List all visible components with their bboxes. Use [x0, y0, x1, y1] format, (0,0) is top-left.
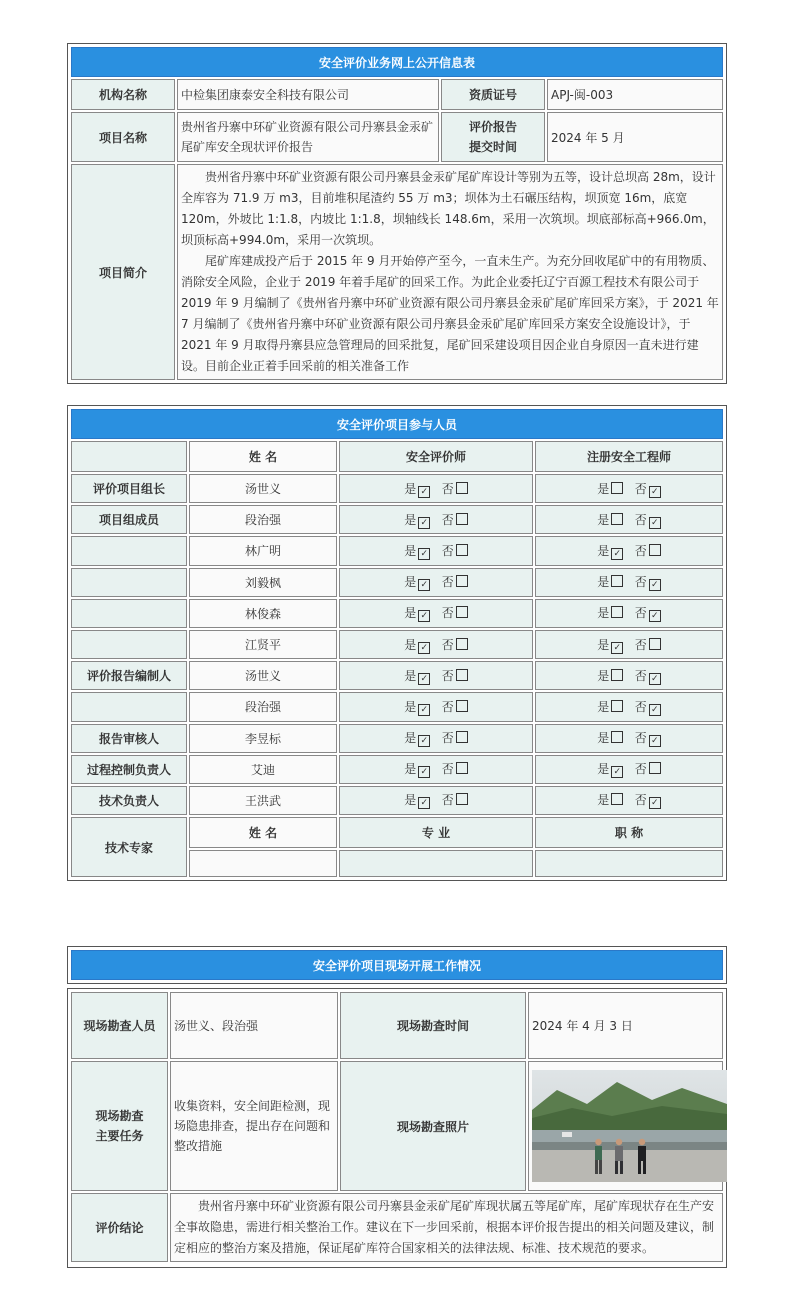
yes-label: 是 — [597, 668, 610, 683]
personnel-table — [67, 405, 727, 881]
engineer-status — [535, 692, 723, 721]
intro-paragraph-1: 贵州省丹寨中环矿业资源有限公司丹寨县金汞矿尾矿库设计等别为五等，设计总坝高 28m，设计全库容为 71.9 万 m3，目前堆积尾渣约 55 万 m3；坝体为土石碾压结构，坝顶宽 16m，底宽 120m，外坡比 1:1.8，内坡比 1:1.8，坝轴线长 148.6m，采用一次筑坝。坝底部标高+966.0m，坝顶标高+994.0m，采用一次筑坝。 — [181, 170, 716, 247]
role-cell — [71, 536, 187, 565]
no-label: 否 — [441, 575, 454, 590]
personnel-row — [71, 536, 723, 565]
personnel-row — [71, 786, 723, 815]
yes-label: 是 — [597, 575, 610, 590]
personnel-row — [71, 661, 723, 690]
org-value: 中检集团康泰安全科技有限公司 — [177, 79, 439, 110]
yes-label: 是 — [404, 699, 417, 714]
role-cell — [71, 630, 187, 659]
expert-col-name: 姓 名 — [189, 817, 337, 848]
no-label: 否 — [441, 793, 454, 808]
yes-label: 是 — [597, 481, 610, 496]
checked-box-icon: ✓ — [649, 517, 661, 529]
person-name: 汤世义 — [189, 661, 337, 690]
task-label: 现场勘查 主要任务 — [71, 1061, 168, 1191]
conclusion-text: 贵州省丹寨中环矿业资源有限公司丹寨县金汞矿尾矿库现状属五等尾矿库，尾矿库现状存在生产安全事故隐患，需进行相关整治工作。建议在下一步回采前，根据本评价报告提出的相关问题及建议，制定相应的整治方案及措施，保证尾矿库符合国家相关的法律法规、标准、技术规范的要求。 — [174, 1199, 715, 1255]
evaluator-status — [339, 661, 533, 690]
evaluator-status — [339, 630, 533, 659]
yes-label: 是 — [404, 637, 417, 652]
no-label: 否 — [634, 699, 647, 714]
person-name: 艾迪 — [189, 755, 337, 784]
engineer-status — [535, 599, 723, 628]
unchecked-box-icon — [456, 700, 468, 712]
yes-label: 是 — [404, 481, 417, 496]
task-value: 收集资料，安全间距检测，现场隐患排查，提出存在问题和整改措施 — [170, 1061, 338, 1191]
yes-label: 是 — [404, 512, 417, 527]
personnel-row — [71, 724, 723, 753]
no-label: 否 — [441, 731, 454, 746]
blank-cell — [71, 441, 187, 472]
checked-box-icon: ✓ — [418, 642, 430, 654]
role-cell: 项目组成员 — [71, 505, 187, 534]
checked-box-icon: ✓ — [418, 579, 430, 591]
no-label: 否 — [441, 543, 454, 558]
no-label: 否 — [441, 637, 454, 652]
yes-label: 是 — [597, 637, 610, 652]
personnel-row — [71, 568, 723, 597]
cert-value: APJ-闽-003 — [547, 79, 723, 110]
unchecked-box-icon — [456, 731, 468, 743]
unchecked-box-icon — [456, 638, 468, 650]
no-label: 否 — [441, 606, 454, 621]
time-value: 2024 年 4 月 3 日 — [528, 992, 723, 1059]
col-evaluator-header: 安全评价师 — [339, 441, 533, 472]
unchecked-box-icon — [649, 544, 661, 556]
time-label: 现场勘查时间 — [340, 992, 526, 1059]
section-title: 安全评价业务网上公开信息表 — [71, 47, 723, 77]
unchecked-box-icon — [456, 482, 468, 494]
unchecked-box-icon — [456, 544, 468, 556]
checked-box-icon: ✓ — [649, 486, 661, 498]
submit-label: 评价报告 提交时间 — [441, 112, 545, 162]
engineer-status — [535, 505, 723, 534]
no-label: 否 — [634, 543, 647, 558]
public-info-table — [67, 43, 727, 384]
intro-paragraph-2: 尾矿库建成投产后于 2015 年 9 月开始停产至今，一直未生产。为充分回收尾矿中的有用物质、消除安全风险，企业于 2019 年着手尾矿的回采工作。为此企业委托辽宁百源工程技术有限公司于 2019 年 9 月编制了《贵州省丹寨中环矿业资源有限公司丹寨县金汞矿尾矿库回采方案》，于 2021 年 7 月编制了《贵州省丹寨中环矿业资源有限公司丹寨县金汞矿尾矿库回采方案安全设施设计》，于 2021 年 9 月取得丹寨县应急管理局的回采批复，尾矿回采建设项目因企业自身原因一直未进行建设。目前企业正着手回采前的相关准备工作 — [181, 254, 719, 373]
checked-box-icon: ✓ — [649, 579, 661, 591]
checked-box-icon: ✓ — [649, 797, 661, 809]
yes-label: 是 — [597, 699, 610, 714]
no-label: 否 — [441, 762, 454, 777]
role-cell: 报告审核人 — [71, 724, 187, 753]
engineer-status — [535, 755, 723, 784]
expert-major-cell — [339, 850, 533, 877]
no-label: 否 — [634, 762, 647, 777]
no-label: 否 — [634, 637, 647, 652]
no-label: 否 — [634, 793, 647, 808]
checked-box-icon: ✓ — [418, 486, 430, 498]
evaluator-status — [339, 724, 533, 753]
evaluator-status — [339, 474, 533, 503]
role-cell — [71, 692, 187, 721]
role-cell: 过程控制负责人 — [71, 755, 187, 784]
checked-box-icon: ✓ — [418, 766, 430, 778]
unchecked-box-icon — [456, 793, 468, 805]
staff-label: 现场勘查人员 — [71, 992, 168, 1059]
section-title: 安全评价项目现场开展工作情况 — [71, 950, 723, 980]
yes-label: 是 — [404, 575, 417, 590]
intro-label: 项目简介 — [71, 164, 175, 380]
expert-label: 技术专家 — [71, 817, 187, 877]
person-name: 江贤平 — [189, 630, 337, 659]
project-value: 贵州省丹寨中环矿业资源有限公司丹寨县金汞矿尾矿库安全现状评价报告 — [177, 112, 439, 162]
checked-box-icon: ✓ — [611, 642, 623, 654]
yes-label: 是 — [597, 512, 610, 527]
checked-box-icon: ✓ — [611, 548, 623, 560]
cert-label: 资质证号 — [441, 79, 545, 110]
expert-col-title: 职 称 — [535, 817, 723, 848]
checked-box-icon: ✓ — [649, 610, 661, 622]
role-cell — [71, 599, 187, 628]
yes-label: 是 — [404, 606, 417, 621]
section-title: 安全评价项目参与人员 — [71, 409, 723, 439]
conclusion-label: 评价结论 — [71, 1193, 168, 1262]
yes-label: 是 — [597, 543, 610, 558]
role-cell — [71, 568, 187, 597]
checked-box-icon: ✓ — [418, 704, 430, 716]
evaluator-status — [339, 755, 533, 784]
col-engineer-header: 注册安全工程师 — [535, 441, 723, 472]
no-label: 否 — [441, 668, 454, 683]
intro-value — [177, 164, 723, 380]
person-name: 王洪武 — [189, 786, 337, 815]
expert-name-cell — [189, 850, 337, 877]
no-label: 否 — [441, 512, 454, 527]
checked-box-icon: ✓ — [611, 766, 623, 778]
checked-box-icon: ✓ — [418, 517, 430, 529]
engineer-status — [535, 568, 723, 597]
evaluator-status — [339, 505, 533, 534]
engineer-status — [535, 630, 723, 659]
unchecked-box-icon — [611, 513, 623, 525]
checked-box-icon: ✓ — [418, 610, 430, 622]
unchecked-box-icon — [611, 669, 623, 681]
personnel-row — [71, 755, 723, 784]
unchecked-box-icon — [456, 762, 468, 774]
engineer-status — [535, 474, 723, 503]
personnel-row — [71, 630, 723, 659]
unchecked-box-icon — [456, 669, 468, 681]
no-label: 否 — [634, 731, 647, 746]
photo-cell — [528, 1061, 723, 1191]
unchecked-box-icon — [456, 575, 468, 587]
checked-box-icon: ✓ — [418, 797, 430, 809]
onsite-work-table — [67, 946, 727, 984]
unchecked-box-icon — [611, 793, 623, 805]
personnel-row — [71, 505, 723, 534]
person-name: 刘毅枫 — [189, 568, 337, 597]
evaluator-status — [339, 568, 533, 597]
expert-col-major: 专 业 — [339, 817, 533, 848]
unchecked-box-icon — [611, 700, 623, 712]
evaluator-status — [339, 536, 533, 565]
unchecked-box-icon — [649, 762, 661, 774]
yes-label: 是 — [597, 606, 610, 621]
person-name: 林广明 — [189, 536, 337, 565]
yes-label: 是 — [404, 762, 417, 777]
unchecked-box-icon — [611, 731, 623, 743]
checked-box-icon: ✓ — [418, 548, 430, 560]
expert-title-cell — [535, 850, 723, 877]
unchecked-box-icon — [611, 606, 623, 618]
no-label: 否 — [634, 481, 647, 496]
engineer-status — [535, 786, 723, 815]
site-photo — [532, 1070, 727, 1182]
evaluator-status — [339, 786, 533, 815]
unchecked-box-icon — [611, 482, 623, 494]
yes-label: 是 — [597, 793, 610, 808]
no-label: 否 — [634, 512, 647, 527]
person-name: 汤世义 — [189, 474, 337, 503]
yes-label: 是 — [597, 731, 610, 746]
yes-label: 是 — [404, 543, 417, 558]
person-name: 段治强 — [189, 692, 337, 721]
no-label: 否 — [634, 575, 647, 590]
col-name-header: 姓 名 — [189, 441, 337, 472]
staff-value: 汤世义、段治强 — [170, 992, 338, 1059]
unchecked-box-icon — [456, 606, 468, 618]
checked-box-icon: ✓ — [649, 673, 661, 685]
unchecked-box-icon — [649, 638, 661, 650]
conclusion-value — [170, 1193, 723, 1262]
unchecked-box-icon — [611, 575, 623, 587]
yes-label: 是 — [597, 762, 610, 777]
engineer-status — [535, 661, 723, 690]
no-label: 否 — [634, 606, 647, 621]
engineer-status — [535, 724, 723, 753]
engineer-status — [535, 536, 723, 565]
no-label: 否 — [441, 481, 454, 496]
no-label: 否 — [441, 699, 454, 714]
personnel-row — [71, 599, 723, 628]
personnel-row — [71, 474, 723, 503]
unchecked-box-icon — [456, 513, 468, 525]
yes-label: 是 — [404, 793, 417, 808]
checked-box-icon: ✓ — [418, 735, 430, 747]
person-name: 李昱标 — [189, 724, 337, 753]
person-name: 段治强 — [189, 505, 337, 534]
checked-box-icon: ✓ — [649, 735, 661, 747]
checked-box-icon: ✓ — [418, 673, 430, 685]
role-cell: 评价报告编制人 — [71, 661, 187, 690]
yes-label: 是 — [404, 731, 417, 746]
yes-label: 是 — [404, 668, 417, 683]
project-label: 项目名称 — [71, 112, 175, 162]
evaluator-status — [339, 692, 533, 721]
photo-label: 现场勘查照片 — [340, 1061, 526, 1191]
personnel-row — [71, 692, 723, 721]
role-cell: 评价项目组长 — [71, 474, 187, 503]
role-cell: 技术负责人 — [71, 786, 187, 815]
person-name: 林俊森 — [189, 599, 337, 628]
onsite-detail-table — [67, 988, 727, 1268]
submit-value: 2024 年 5 月 — [547, 112, 723, 162]
evaluator-status — [339, 599, 533, 628]
checked-box-icon: ✓ — [649, 704, 661, 716]
no-label: 否 — [634, 668, 647, 683]
org-label: 机构名称 — [71, 79, 175, 110]
